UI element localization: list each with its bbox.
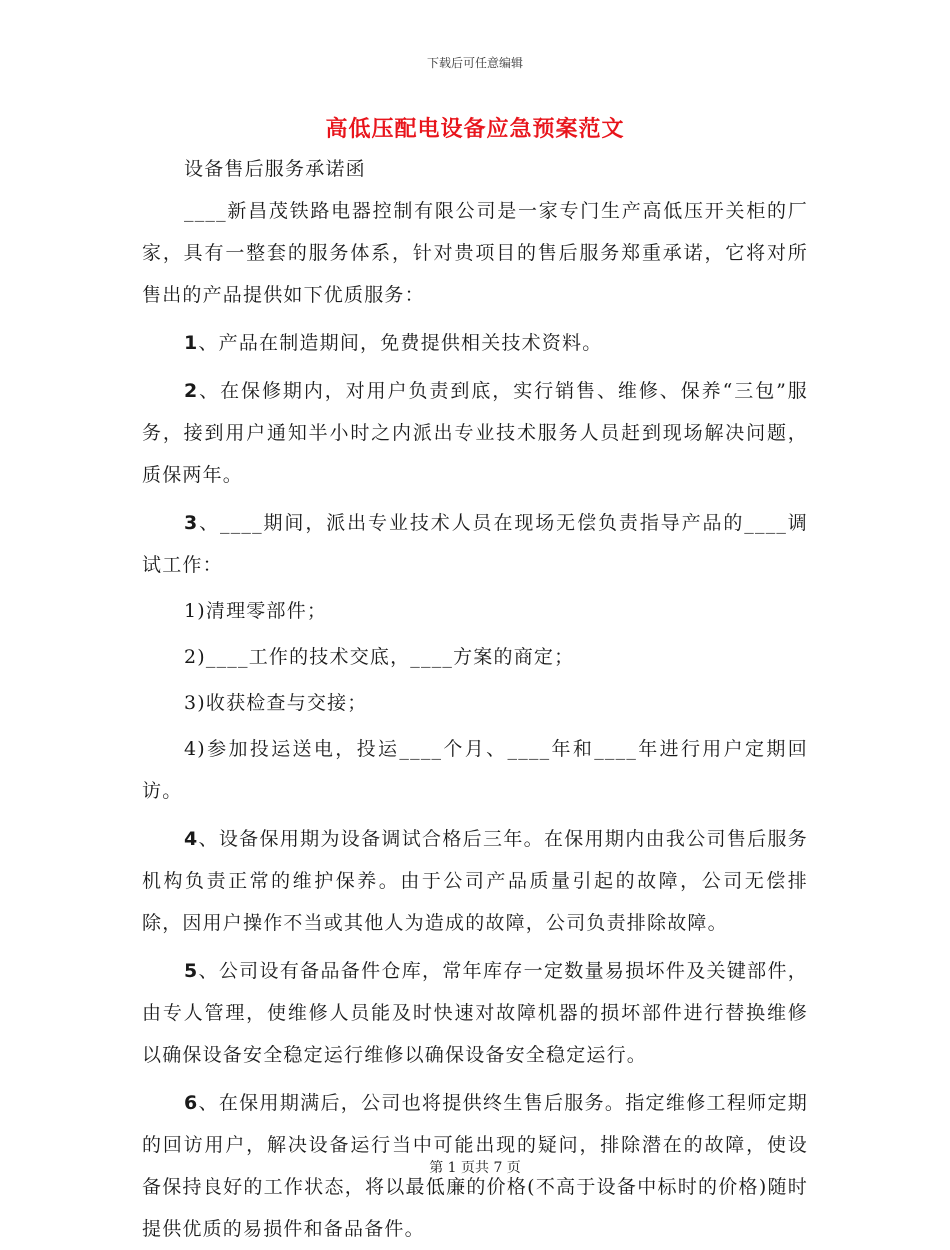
sub-item-3: 3)收获检查与交接；: [184, 692, 368, 714]
list-item-2: [142, 370, 808, 496]
list-item-5: [142, 950, 808, 1076]
list-item-4: [142, 818, 808, 944]
sub-item-1: 1)清理零部件；: [184, 600, 328, 622]
item-text: 、在保修期内，对用户负责到底，实行销售、维修、保养“三包”服务，接到用户通知半小时之内派出专业技术服务人员赶到现场解决问题，质保两年。: [142, 380, 808, 486]
item-number: 6: [184, 1092, 199, 1114]
item-number: 3: [184, 512, 199, 534]
item-text: 、产品在制造期间，免费提供相关技术资料。: [198, 332, 603, 354]
header-note: 下载后可任意编辑: [426, 56, 523, 70]
item-text: 、公司设有备品备件仓库，常年库存一定数量易损坏件及关键部件，由专人管理，使维修人员能及时快速对故障机器的损坏部件进行替换维修以确保设备安全稳定运行维修以确保设备安全稳定运行。: [142, 960, 808, 1066]
document-body: [142, 148, 808, 1250]
subtitle: 设备售后服务承诺函: [184, 158, 366, 180]
document-title: 高低压配电设备应急预案范文: [325, 117, 625, 142]
item-text: 、____期间，派出专业技术人员在现场无偿负责指导产品的____调试工作：: [142, 512, 808, 576]
sub-item-4: 4)参加投运送电，投运____个月、____年和____年进行用户定期回访。: [142, 738, 808, 802]
item-text: 、设备保用期为设备调试合格后三年。在保用期内由我公司售后服务机构负责正常的维护保养。由于公司产品质量引起的故障，公司无偿排除，因用户操作不当或其他人为造成的故障，公司负责排除故障。: [142, 828, 808, 934]
page-footer: 第 1 页共 7 页: [429, 1160, 521, 1176]
intro-paragraph: ____新昌茂铁路电器控制有限公司是一家专门生产高低压开关柜的厂家，具有一整套的服务体系，针对贵项目的售后服务郑重承诺，它将对所售出的产品提供如下优质服务：: [142, 200, 808, 306]
item-number: 2: [184, 380, 199, 402]
list-item-1: [142, 322, 808, 364]
item-number: 5: [184, 960, 199, 982]
list-item-3: [142, 502, 808, 586]
item-number: 4: [184, 828, 199, 850]
item-number: 1: [184, 332, 199, 354]
sub-item-2: 2)____工作的技术交底，____方案的商定；: [184, 646, 575, 668]
item-text: 、在保用期满后，公司也将提供终生售后服务。指定维修工程师定期的回访用户，解决设备运行当中可能出现的疑问，排除潜在的故障，使设备保持良好的工作状态，将以最低廉的价格(不高于设备中标时的价格)随时提供优质的易损件和备品备件。: [142, 1092, 808, 1240]
